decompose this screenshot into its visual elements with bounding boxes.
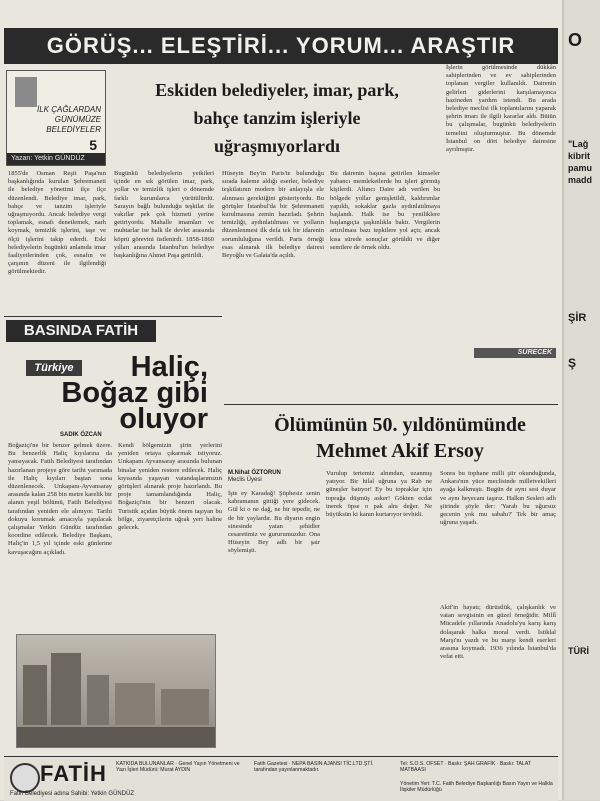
- strip-line-0: TÜRİ: [568, 646, 589, 656]
- footer-address: Yönetim Yeri: T.C. Fatih Belediye Başkanlığı Basın Yayın ve Halkla İlişkiler Müdürlüğü: [400, 781, 553, 794]
- continued-label: SÜRECEK: [474, 348, 556, 358]
- article2-col1: İşte ey Karadağ! Şüphesiz senin kahramanın gittiği yere gidecek. Gül ki o ne dağ, ne bir tepedir, ne de bir yaylardır. Bu diyarın engin sinesinde yatan şehidler cesaretimiz ve gururumuzdur. Ona Hüseyin Bey adlı bir şair söylemişti.: [228, 490, 320, 555]
- article2-col2: Vurulup tertemiz alnından, uzanmış yatıyor. Bir hilal uğruna ya Rab ne güneşler batıyor! Ey bu topraklar için toprağa düşmüş asker! Gökten ecdat inerek öpse o pak alnı değer. Ne büyüksün ki kanın kurtarıyor tevhidi.: [326, 470, 432, 519]
- adjacent-page-strip: [562, 0, 600, 800]
- article2-byline: [228, 470, 318, 484]
- article1-headline: [112, 76, 442, 160]
- series-number: 5: [89, 137, 97, 153]
- press-section-label: BASINDA FATİH: [6, 320, 156, 342]
- press-source-badge: Türkiye: [26, 360, 82, 376]
- article2-author: M.Nihat ÖZTORUN: [228, 470, 281, 476]
- article1-col3: Hüseyin Bey'in Paris'te bulunduğu sırada kaleme aldığı eserler, belediye teşkilatının modern bir anlayışla ele alınması gerektiğini gösteriyordu. Bu görüşler İstanbul'da bir Şehremaneti kurulmasına zemin hazırladı. Şehrin temizliği, aydınlatılması ve yolların düzenlenmesi ilk defa tek bir idarenin sorumluluğuna verildi. Paris örneği esas alınarak ilk belediye dairesi Beyoğlu ve Galata'da açıldı.: [222, 170, 324, 260]
- article2-author-title: Meclis Üyesi: [228, 477, 262, 484]
- press-body-right: Kendi bölgemizin şirin yerlerini yeniden ortaya çıkarmak istiyoruz. Unkapanı Ayvansaray arasında bulunan binalar yeniden restore edilecek. Haliç kıyısında yaşayan vatandaşlarımızın görüşleri alınarak proje hazırlandı. Bu proje tamamlandığında Haliç, Boğaziçi'nin bir benzeri olacak. Turistik açıdan büyük önem taşıyan bu bölge, ziyaretçilerin uğrak yeri haline gelecek.: [118, 442, 222, 532]
- footer-owner: Fatih Belediyesi adına Sahibi: Yetkin GÜNDÜZ: [10, 791, 135, 797]
- article1-col4: Bu dairenin başına getirilen kimseler yabancı memleketlerde bu işleri görmüş kişilerdi. Altıncı Daire adı verilen bu bölgede yollar genişletildi, kaldırımlar yapıldı, sokaklar gazla aydınlatılmaya başlandı. Halk ise bu yeniliklere başlangıçta şaşkınlıkla baktı. Vergilerin artırılması bazı tepkilere yol açtı; ancak kısa sürede sonuçlar görüldü ve diğer semtlere de örnek oldu.: [330, 170, 440, 251]
- logo-wordmark: FATİH: [40, 761, 107, 786]
- article2-headline-line1: Ölümünün 50. yıldönümünde: [274, 414, 526, 436]
- article2-col4: Akif'in hayatı; dürüstlük, çalışkanlık ve vatan sevgisinin en güzel örneğidir. Millî Mücadele yıllarında Anadolu'yu karış karış dolaşarak halka moral verdi. İstiklal Marşı'nı yazdı ve bu marşı kendi eserleri arasına koymadı. 1936 yılında İstanbul'da vefat etti.: [440, 604, 556, 661]
- strip-line-2: Ş: [568, 356, 577, 370]
- section-banner: GÖRÜŞ... ELEŞTİRİ... YORUM... ARAŞTIR: [4, 28, 558, 64]
- series-box: [6, 70, 106, 166]
- article1-headline-line3: uğraşmıyorlardı: [214, 136, 340, 156]
- press-body-left: Boğaziçi'ne bir benzer gelmek üzere. Bu benzerlik Haliç kıyılarına da yansıyacak. Fatih Belediyesi tarafından hazırlanan projeye göre tarihi yarımada ile Haliç kıyıları baştan sona düzenlenecek. Unkapanı-Ayvansaray arasında kalan 258 bin metre karelik bir alanın yeşil bölümü, Fatih Belediyesi tarafından yeniden ele alınıyor. Tarihi dokuyu korumak amacıyla yapılacak çalışmalar Yetkin Gündüz tarafından koordine edilecek. Belediye Başkanı, Haliç'in 1,5 yıl içinde eski günlerine kavuşacağını açıkladı.: [8, 442, 112, 556]
- article2-headline: [250, 412, 550, 464]
- series-illustration: [15, 77, 37, 107]
- divider: [4, 316, 222, 317]
- strip-headline: "Lağ kibrit pamu madd: [568, 139, 593, 185]
- press-headline: Haliç, Boğaz gibi oluyor: [61, 351, 208, 435]
- footer-print: Tel: S.O.S. OFSET · Baskı: ŞAH GRAFİK · Baskı: TALAT MATBAASI: [400, 761, 531, 774]
- article1-headline-line2: bahçe tanzim işleriyle: [193, 108, 361, 128]
- series-title: İLK ÇAĞLARDAN GÜNÜMÜZE BELEDİYELER: [36, 105, 101, 134]
- divider: [224, 404, 558, 405]
- article2-headline-line2: Mehmet Akif Ersoy: [316, 440, 484, 462]
- fatih-logo: [10, 761, 110, 789]
- article1-headline-line1: Eskiden belediyeler, imar, park,: [155, 80, 399, 100]
- masthead-footer: [4, 756, 558, 801]
- article1-col1: 1855'de Osman Reşit Paşa'nın başkanlığında kurulan Şehremaneti ile belediye yönetimi ilçe ilçe düzenlendi. Belediye imar, park, bahçe ve tanzim işleriyle uğraşmıyordu. Ancak belediye vergi toplamak, esnafı denetlemek, narh koymak, temizlik işlerini, iaşe ve ölçü işlerini takip ederdi. Eski belediyelerin bugünkü anlamda imar faaliyetlerinden çok, esnafın ve çarşının düzeni ile ilgilendiği görülmektedir.: [8, 170, 106, 276]
- fatih-seal-icon: [10, 763, 40, 793]
- series-author: Yazan: Yetkin GÜNDÜZ: [7, 153, 105, 165]
- article2-col3: Sonra bu tophane milli şiir okunduğunda, Ankara'nın yüce meclisinde milletvekilleri ayağa kalkmıştı. Bugün de aynı sesi duyar ve aynı heyecanı taşırız. Halkın Sesleri adlı şiirinde şöyle der: 'Yarab bu uğursuz gecenin yok mu sabahı?' Tek bir amaç uğruna yaşadı.: [440, 470, 556, 527]
- strip-banner-letter: O: [568, 30, 583, 50]
- haliç-photo: [16, 634, 216, 748]
- footer-publisher: Fatih Gazetesi · NEPA BASIN AJANSI TİC.LTD.ŞTİ. tarafından yayınlanmaktadır.: [254, 761, 374, 774]
- strip-line-1: ŞİR: [568, 312, 587, 324]
- article1-col2: Bugünkü belediyelerin yetkileri içinde en sık görülen imar, park, yollar ve temizlik işleri o dönemde farklı kurumlarca yürütülürdü. Sarayın bağlı bulunduğu teşkilat ile vakıflar pek çok hizmeti yerine getiriyordu. Mahalle imamları ve muhtarlar ise halk ile devlet arasında köprü görevini üstlenirdi. 1858-1860 yılları arasında İstanbul'un belediye başkanlığına Ahmet Paşa getirildi.: [114, 170, 214, 260]
- press-author: SADIK ÖZCAN: [60, 432, 102, 438]
- footer-contributors: KATKIDA BULUNANLAR · Genel Yayın Yönetmeni ve Yazı İşleri Müdürü: Murat AYDIN: [116, 761, 240, 774]
- article1-col5: İşlerin görülmesinde dükkân sahiplerinden ve ev sahiplerinden toplanan vergiler kullanıldı. Dairenin gelirleri giderlerini karşılamayınca hazineden yardım istendi. Bu arada belediye meclisi ilk toplantılarını yaparak şehrin imarı ile ilgili kararlar aldı. Bütün bu çalışmalar, bugünkü belediyelerin temelini oluşturmuştur. Bu dönemde İstanbul on dört belediye dairesine ayrılmıştır.: [446, 64, 556, 154]
